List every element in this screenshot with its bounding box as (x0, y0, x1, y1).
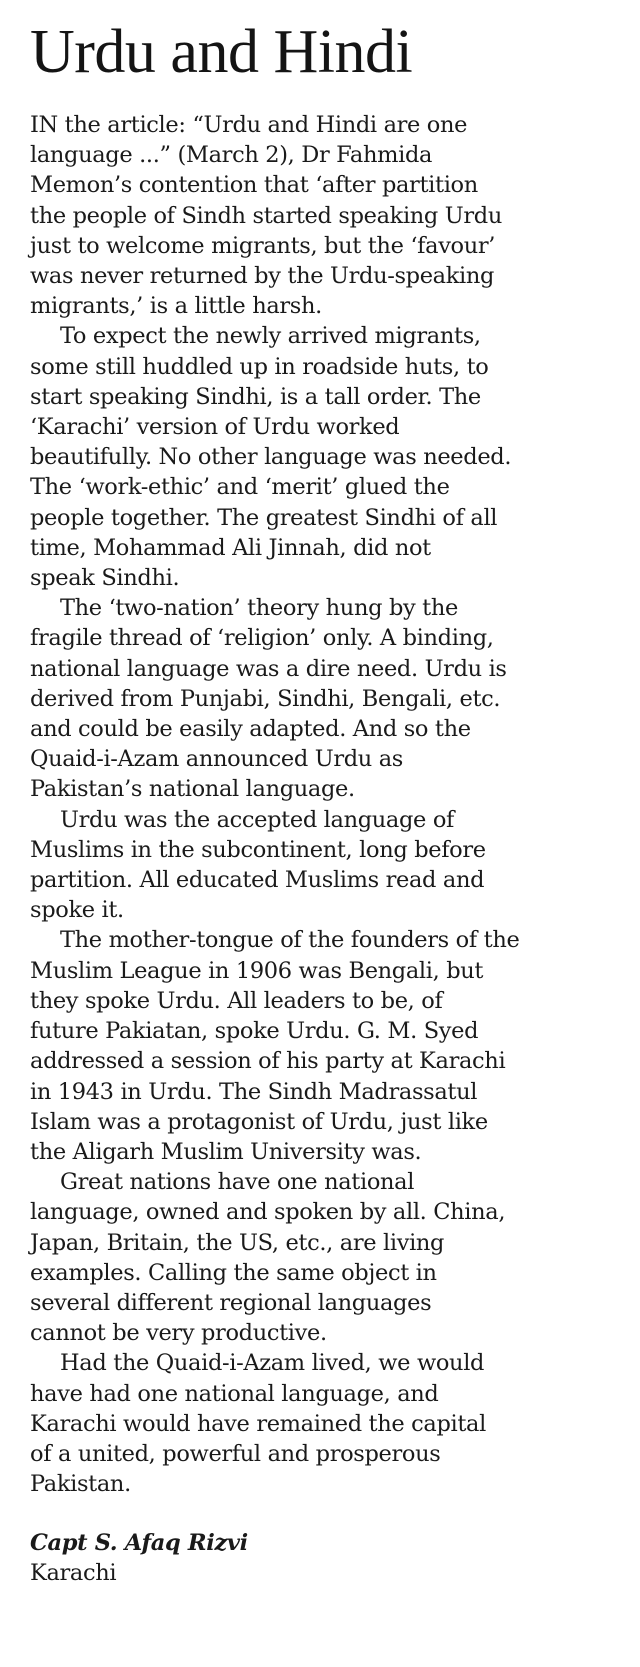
text-line: Pakistan’s national language. (30, 776, 355, 803)
headline: Urdu and Hindi (30, 18, 413, 86)
text-line: the Aligarh Muslim University was. (30, 1138, 422, 1165)
text-line: partition. All educated Muslims read and (30, 867, 485, 894)
text-line: The ‘two-nation’ theory hung by the (60, 595, 458, 622)
letter-paragraph (30, 593, 620, 804)
text-line: just to welcome migrants, but the ‘favour’ (30, 232, 496, 259)
text-line: Karachi would have remained the capital (30, 1410, 486, 1437)
text-line: the people of Sindh started speaking Urdu (30, 202, 502, 229)
letter-paragraph (30, 1167, 620, 1348)
text-line: time, Mohammad Ali Jinnah, did not (30, 534, 431, 561)
text-line: future Pakiatan, spoke Urdu. G. M. Syed (30, 1018, 479, 1045)
text-line: Great nations have one national (60, 1169, 415, 1196)
letter-paragraph (30, 321, 620, 593)
text-line: several different regional languages (30, 1289, 432, 1316)
text-line: Had the Quaid-i-Azam lived, we would (60, 1350, 485, 1377)
text-line: Memon’s contention that ‘after partition (30, 172, 478, 199)
text-line: language, owned and spoken by all. China, (30, 1199, 506, 1226)
text-line: cannot be very productive. (30, 1320, 327, 1347)
text-line: spoke it. (30, 897, 124, 924)
text-line: Japan, Britain, the US, etc., are living (30, 1229, 445, 1256)
signature (30, 1528, 620, 1588)
letter-paragraph (30, 805, 620, 926)
text-line: The ‘work-ethic’ and ‘merit’ glued the (30, 474, 450, 501)
text-line: people together. The greatest Sindhi of all (30, 504, 498, 531)
text-line: some still huddled up in roadside huts, to (30, 353, 489, 380)
text-line: national language was a dire need. Urdu is (30, 655, 507, 682)
text-line: have had one national language, and (30, 1380, 439, 1407)
author-name: Capt S. Afaq Rizvi (30, 1530, 248, 1557)
text-line: To expect the newly arrived migrants, (60, 323, 481, 350)
text-line: they spoke Urdu. All leaders to be, of (30, 987, 443, 1014)
letter-body (30, 110, 620, 1499)
text-line: Islam was a protagonist of Urdu, just like (30, 1108, 488, 1135)
text-line: Quaid-i-Azam announced Urdu as (30, 746, 403, 773)
text-line: The mother-tongue of the founders of the (60, 927, 520, 954)
text-line: and could be easily adapted. And so the (30, 716, 471, 743)
text-line: Urdu was the accepted language of (60, 806, 454, 833)
text-line: start speaking Sindhi, is a tall order. The (30, 383, 481, 410)
text-line: examples. Calling the same object in (30, 1259, 437, 1286)
text-line: language ...” (March 2), Dr Fahmida (30, 142, 433, 169)
letter-paragraph (30, 110, 620, 321)
text-line: fragile thread of ‘religion’ only. A binding, (30, 625, 494, 652)
letter-paragraph (30, 1348, 620, 1499)
text-line: migrants,’ is a little harsh. (30, 293, 322, 320)
author-city: Karachi (30, 1560, 117, 1587)
text-line: Muslim League in 1906 was Bengali, but (30, 957, 484, 984)
text-line: derived from Punjabi, Sindhi, Bengali, etc. (30, 685, 501, 712)
text-line: was never returned by the Urdu-speaking (30, 263, 495, 290)
text-line: addressed a session of his party at Karachi (30, 1048, 506, 1075)
text-line: ‘Karachi’ version of Urdu worked (30, 414, 400, 441)
text-line: beautifully. No other language was needed. (30, 444, 512, 471)
text-line: speak Sindhi. (30, 565, 180, 592)
letter-paragraph (30, 925, 620, 1167)
text-line: in 1943 in Urdu. The Sindh Madrassatul (30, 1078, 478, 1105)
text-line: of a united, powerful and prosperous (30, 1440, 441, 1467)
text-line: Pakistan. (30, 1471, 131, 1498)
text-line: Muslims in the subcontinent, long before (30, 836, 486, 863)
text-line: IN the article: “Urdu and Hindi are one (30, 112, 468, 138)
